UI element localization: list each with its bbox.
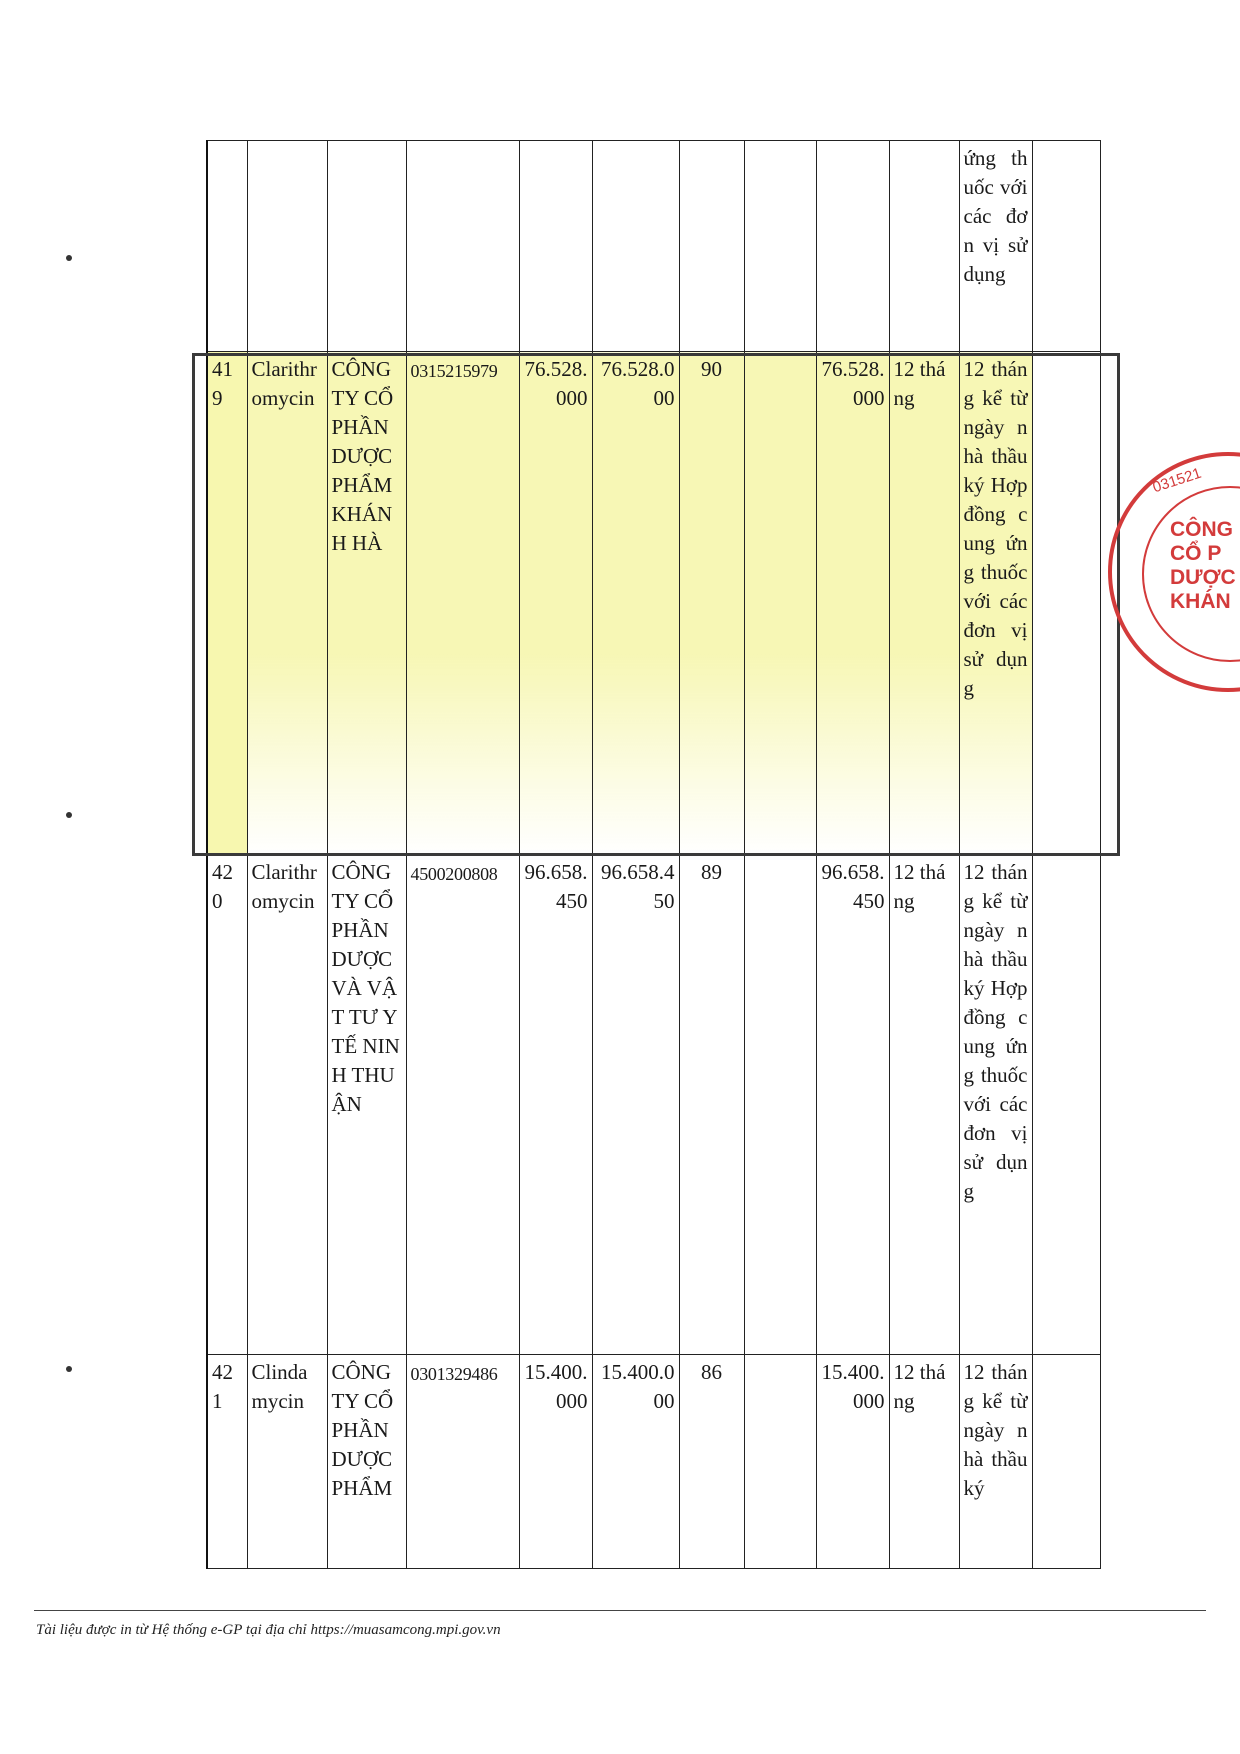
scan-dot — [66, 1366, 72, 1372]
cell-price-c: 76.528.000 — [816, 352, 889, 855]
cell-drug: Clarithromycin — [247, 352, 327, 855]
cell-score: 86 — [679, 1355, 744, 1569]
cell-blank — [744, 141, 816, 352]
stamp-line: CÔNG — [1170, 518, 1233, 541]
cell-drug — [247, 141, 327, 352]
cell-note — [1032, 855, 1100, 1355]
table-row — [207, 352, 1100, 855]
cell-stt: 420 — [207, 855, 247, 1355]
cell-term: 12 tháng kể từ ngày nhà thầu ký — [959, 1355, 1032, 1569]
cell-stt: 419 — [207, 352, 247, 855]
cell-price-c — [816, 141, 889, 352]
cell-price-a — [519, 141, 592, 352]
cell-price-b — [592, 141, 679, 352]
cell-company — [327, 141, 406, 352]
bid-results-table-wrapper — [206, 140, 1099, 1569]
cell-stt: 421 — [207, 1355, 247, 1569]
cell-tax-code: 0315215979 — [406, 352, 519, 855]
cell-score — [679, 141, 744, 352]
cell-note — [1032, 352, 1100, 855]
cell-drug: Clindamycin — [247, 1355, 327, 1569]
company-seal-stamp — [1108, 452, 1240, 692]
table-row-continuation — [207, 141, 1100, 352]
cell-note — [1032, 1355, 1100, 1569]
cell-duration: 12 tháng — [889, 855, 959, 1355]
cell-price-b: 76.528.000 — [592, 352, 679, 855]
cell-duration — [889, 141, 959, 352]
stamp-line: CỔ P — [1170, 542, 1222, 565]
cell-company: CÔNG TY CỔ PHẦN DƯỢC PHẨM — [327, 1355, 406, 1569]
cell-blank — [744, 855, 816, 1355]
cell-drug: Clarithromycin — [247, 855, 327, 1355]
stamp-text — [1170, 518, 1236, 614]
table-row — [207, 1355, 1100, 1569]
stamp-code: 031521 — [1150, 464, 1204, 497]
cell-price-a: 76.528.000 — [519, 352, 592, 855]
cell-duration: 12 tháng — [889, 1355, 959, 1569]
cell-term: 12 tháng kể từ ngày nhà thầu ký Hợp đồng cung ứng thuốc với các đơn vị sử dụng — [959, 352, 1032, 855]
stamp-line: DƯỢC — [1170, 566, 1236, 589]
footer-text: Tài liệu được in từ Hệ thống e-GP tại địa chỉ https://muasamcong.mpi.gov.vn — [36, 1622, 501, 1638]
cell-note — [1032, 141, 1100, 352]
footer-divider — [34, 1610, 1206, 1611]
stamp-inner-ring — [1142, 486, 1240, 662]
scan-dot — [66, 255, 72, 261]
cell-stt — [207, 141, 247, 352]
cell-score: 89 — [679, 855, 744, 1355]
cell-price-c: 15.400.000 — [816, 1355, 889, 1569]
cell-price-a: 96.658.450 — [519, 855, 592, 1355]
cell-blank — [744, 1355, 816, 1569]
cell-company: CÔNG TY CỔ PHẦN DƯỢC PHẨM KHÁNH HÀ — [327, 352, 406, 855]
cell-tax-code: 4500200808 — [406, 855, 519, 1355]
stamp-line: KHÁN — [1170, 590, 1231, 613]
cell-company: CÔNG TY CỔ PHẦN DƯỢC VÀ VẬT TƯ Y TẾ NINH THUẬN — [327, 855, 406, 1355]
cell-blank — [744, 352, 816, 855]
cell-term: ứng thuốc với các đơn vị sử dụng — [959, 141, 1032, 352]
scan-dot — [66, 812, 72, 818]
table-row — [207, 855, 1100, 1355]
cell-tax-code: 0301329486 — [406, 1355, 519, 1569]
cell-score: 90 — [679, 352, 744, 855]
cell-term: 12 tháng kể từ ngày nhà thầu ký Hợp đồng cung ứng thuốc với các đơn vị sử dụng — [959, 855, 1032, 1355]
cell-price-a: 15.400.000 — [519, 1355, 592, 1569]
bid-results-table — [206, 140, 1101, 1569]
cell-duration: 12 tháng — [889, 352, 959, 855]
cell-price-b: 96.658.450 — [592, 855, 679, 1355]
cell-tax-code — [406, 141, 519, 352]
cell-price-b: 15.400.000 — [592, 1355, 679, 1569]
cell-price-c: 96.658.450 — [816, 855, 889, 1355]
